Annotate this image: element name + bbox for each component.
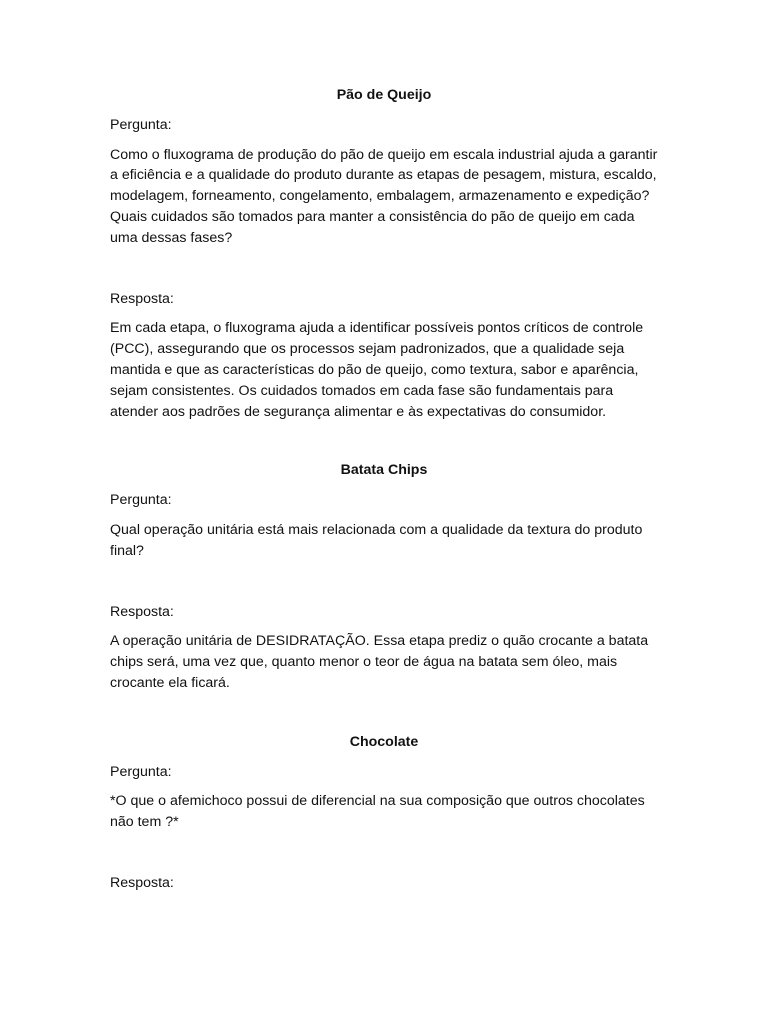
section-title: Batata Chips [340, 462, 428, 479]
answer-label: Resposta: [110, 290, 174, 307]
section-title: Pão de Queijo [336, 87, 432, 103]
section-batata-chips [110, 460, 658, 693]
section-pao-de-queijo [110, 85, 658, 422]
answer-label: Resposta: [110, 603, 174, 620]
section-title: Chocolate [349, 733, 419, 750]
question-label: Pergunta: [110, 116, 172, 133]
question-label: Pergunta: [110, 492, 172, 509]
answer-text: Em cada etapa, o fluxograma ajuda a identificar possíveis pontos críticos de controle (PCC), assegurando que os processos sejam padronizados, que a qualidade seja mantida e que as características do pão de queijo, como textura, sabor e aparência, sejam consistentes. Os cuidados tomados em cada fase são fundamentais para atender aos padrões de segurança alimentar e às expectativas do consumidor. [110, 320, 644, 420]
answer-text: A operação unitária de DESIDRATAÇÃO. Essa etapa prediz o quão crocante a batata chips será, uma vez que, quanto menor o teor de água na batata sem óleo, mais crocante ela ficará. [110, 633, 649, 691]
question-text: *O que o afemichoco possui de diferencial na sua composição que outros chocolates não tem ?* [110, 793, 645, 831]
question-text: Como o fluxograma de produção do pão de queijo em escala industrial ajuda a garantir a eficiência e a qualidade do produto durante as etapas de pesagem, mistura, escaldo, modelagem, forneamento, congelamento, embalagem, armazenamento e expedição? Quais cuidados são tomados para manter a consistência do pão de queijo em cada uma dessas fases? [110, 146, 658, 246]
section-chocolate [110, 732, 658, 894]
answer-label: Resposta: [110, 874, 174, 891]
question-text: Qual operação unitária está mais relacionada com a qualidade da textura do produto final? [110, 521, 643, 559]
document-page [110, 85, 658, 903]
question-label: Pergunta: [110, 763, 172, 780]
